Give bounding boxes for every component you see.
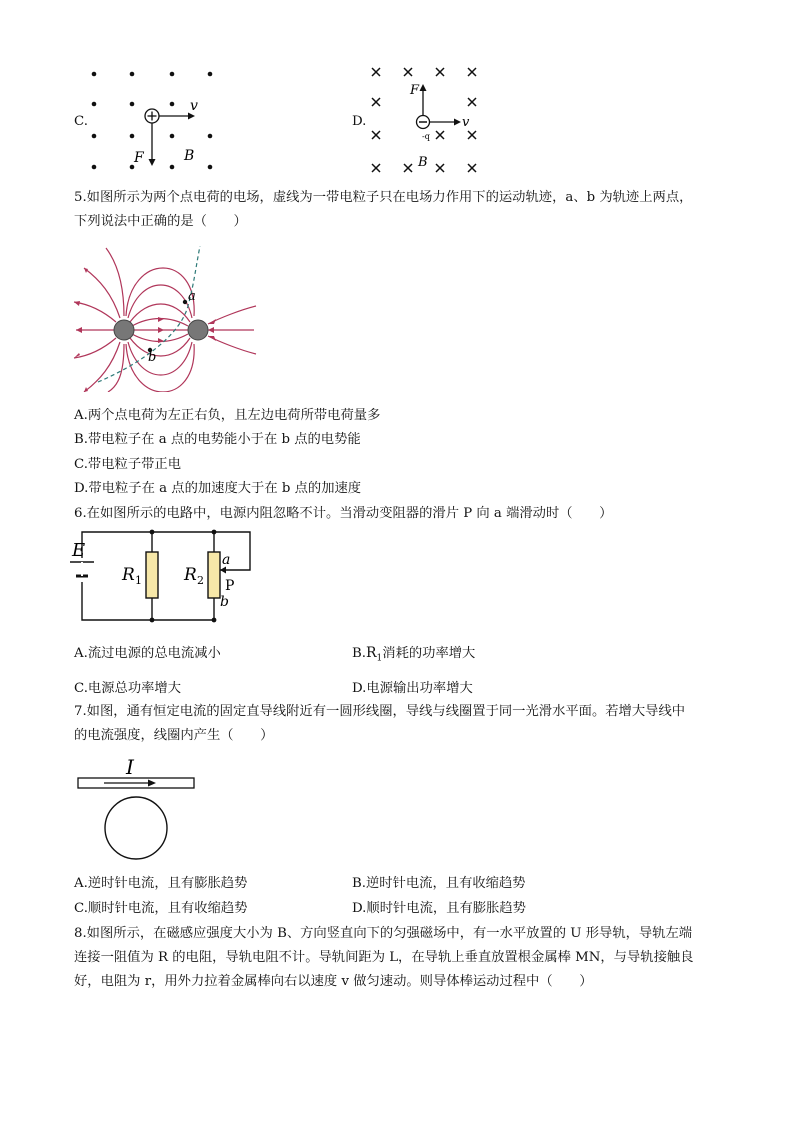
label-charge: -q bbox=[422, 132, 430, 141]
figure-c-dots-field bbox=[84, 64, 224, 176]
q5-stem-line2: 下列说法中正确的是（ ） bbox=[74, 214, 247, 229]
q6-option-a: A.流过电源的总电流减小 bbox=[74, 646, 221, 661]
label-b: b bbox=[148, 350, 157, 365]
label-R2: R bbox=[184, 565, 197, 585]
q6-option-d: D.电源输出功率增大 bbox=[352, 681, 473, 696]
label-a: a bbox=[188, 289, 196, 304]
velocity-arrow-icon bbox=[454, 119, 461, 126]
q6-stem: 6.在如图所示的电路中，电源内阻忽略不计。当滑动变阻器的滑片 P 向 a 端滑动时（ ） bbox=[74, 506, 613, 521]
figure-wire-loop bbox=[74, 752, 198, 864]
figure-field-lines bbox=[70, 246, 260, 392]
negative-charge-icon bbox=[417, 116, 430, 129]
point-a bbox=[183, 300, 187, 304]
q8-stem-line2: 连接一阻值为 R 的电阻，导轨电阻不计。导轨间距为 L，在导轨上垂直放置根金属棒 MN，与导轨接触良 bbox=[74, 950, 694, 965]
battery-icon bbox=[70, 562, 94, 576]
force-arrow-icon bbox=[420, 84, 427, 91]
field-lines bbox=[74, 248, 256, 392]
label-v: v bbox=[462, 115, 470, 130]
positive-charge-icon bbox=[145, 109, 159, 123]
q5-option-d: D.带电粒子在 a 点的加速度大于在 b 点的加速度 bbox=[74, 481, 362, 496]
q7-option-a: A.逆时针电流，且有膨胀趋势 bbox=[74, 876, 248, 891]
q6-option-b-R: R bbox=[366, 645, 377, 661]
label-E: E bbox=[72, 540, 86, 561]
q6-option-c: C.电源总功率增大 bbox=[74, 681, 182, 696]
label-R1: R bbox=[122, 565, 135, 585]
q7-stem-line1: 7.如图，通有恒定电流的固定直导线附近有一圆形线圈，导线与线圈置于同一光滑水平面。若增大导线中 bbox=[74, 704, 686, 719]
q6-option-b-prefix: B. bbox=[352, 646, 366, 661]
label-a: a bbox=[222, 552, 231, 568]
q8-stem-line3: 好，电阻为 r，用外力拉着金属棒向右以速度 v 做匀速动。则导体棒运动过程中（ ） bbox=[74, 974, 593, 989]
q5-stem-line1: 5.如图所示为两个点电荷的电场，虚线为一带电粒子只在电场力作用下的运动轨迹，a、b 为轨迹上两点， bbox=[74, 190, 693, 205]
label-b: b bbox=[220, 594, 229, 610]
q7-option-b: B.逆时针电流，且有收缩趋势 bbox=[352, 876, 526, 891]
force-arrow-icon bbox=[149, 159, 156, 166]
label-R2-sub: 2 bbox=[197, 574, 204, 587]
label-F: F bbox=[410, 83, 420, 98]
figure-circuit bbox=[66, 528, 256, 624]
right-charge-icon bbox=[188, 320, 208, 340]
label-R1-sub: 1 bbox=[135, 574, 142, 587]
circular-coil bbox=[105, 797, 167, 859]
label-P: P bbox=[225, 578, 235, 594]
q7-option-c: C.顺时针电流，且有收缩趋势 bbox=[74, 901, 248, 916]
label-I: I bbox=[126, 755, 134, 779]
option-c-label: C. bbox=[74, 114, 88, 129]
resistor-r1 bbox=[146, 552, 158, 598]
rheostat-r2 bbox=[208, 552, 220, 598]
q6-option-b-sub: 1 bbox=[376, 653, 383, 664]
label-v: v bbox=[190, 98, 198, 114]
q5-option-c: C.带电粒子带正电 bbox=[74, 457, 182, 472]
label-B: B bbox=[184, 148, 195, 164]
figure-d-cross-field bbox=[366, 62, 486, 178]
q5-option-a: A.两个点电荷为左正右负，且左边电荷所带电荷量多 bbox=[74, 408, 381, 423]
left-charge-icon bbox=[114, 320, 134, 340]
q8-stem-line1: 8.如图所示，在磁感应强度大小为 B、方向竖直向下的匀强磁场中，有一水平放置的 U 形导轨，导轨左端 bbox=[74, 926, 693, 941]
q5-option-b: B.带电粒子在 a 点的电势能小于在 b 点的电势能 bbox=[74, 432, 361, 447]
option-d-label: D. bbox=[352, 114, 367, 129]
q6-option-b-suffix: 消耗的功率增大 bbox=[382, 646, 476, 661]
q7-option-d: D.顺时针电流，且有膨胀趋势 bbox=[352, 901, 526, 916]
q6-option-b bbox=[352, 642, 475, 664]
label-B: B bbox=[418, 155, 428, 170]
label-F: F bbox=[134, 150, 144, 166]
q7-stem-line2: 的电流强度，线圈内产生（ ） bbox=[74, 728, 274, 743]
